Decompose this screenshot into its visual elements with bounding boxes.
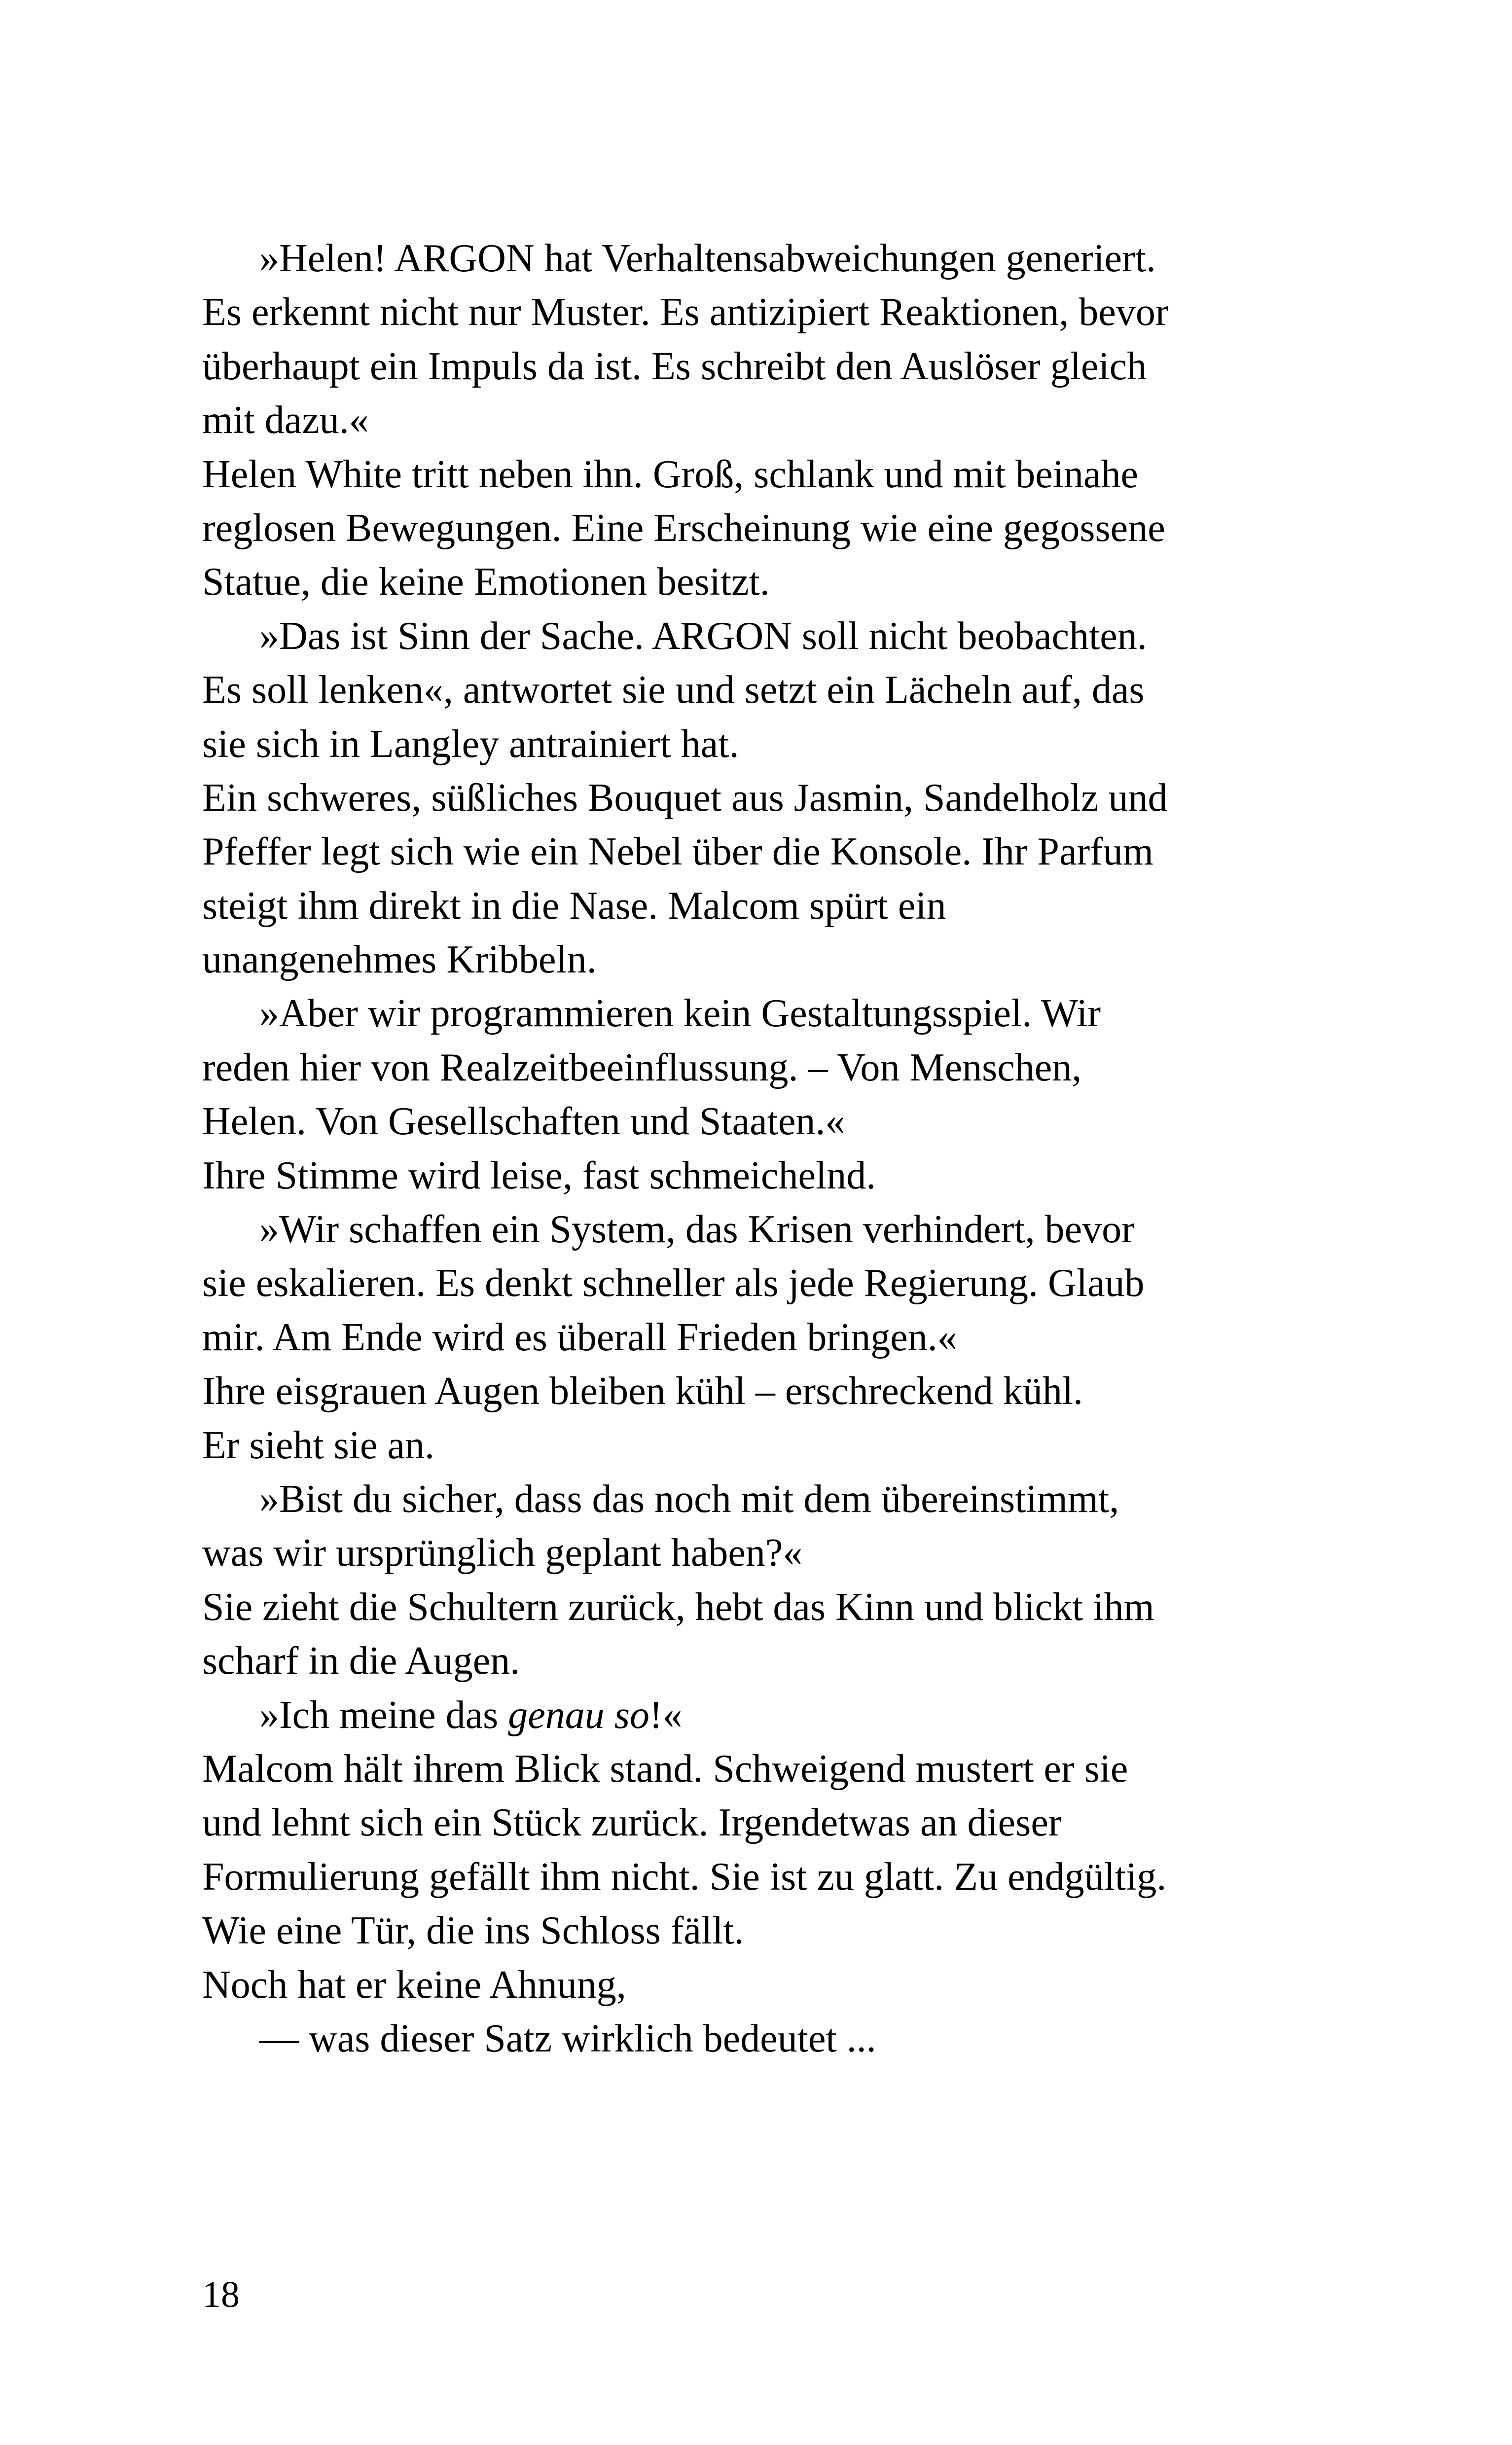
text-line	[202, 1689, 1267, 1742]
text-line: Ihre Stimme wird leise, fast schmeichelnd.	[202, 1153, 876, 1197]
text-line: — was dieser Satz wirklich bedeutet ...	[259, 2016, 876, 2060]
text-line: Malcom hält ihrem Blick stand. Schweigend mustert er sie	[202, 1747, 1128, 1791]
text-line: Helen. Von Gesellschaften und Staaten.«	[202, 1100, 845, 1144]
text-line: »Wir schaffen ein System, das Krisen verhindert, bevor	[259, 1208, 1135, 1252]
text-line: Sie zieht die Schultern zurück, hebt das Kinn und blickt ihm	[202, 1585, 1154, 1629]
text-line: Helen White tritt neben ihn. Groß, schlank und mit beinahe	[202, 452, 1139, 496]
page-number: 18	[202, 2274, 240, 2315]
emphasis-text: genau so	[508, 1693, 649, 1737]
text-segment: !«	[649, 1693, 683, 1737]
text-line: und lehnt sich ein Stück zurück. Irgendetwas an dieser	[202, 1801, 1062, 1845]
text-line: Statue, die keine Emotionen besitzt.	[202, 560, 770, 604]
text-line: Ein schweres, süßliches Bouquet aus Jasmin, Sandelholz und	[202, 776, 1168, 820]
text-line: überhaupt ein Impuls da ist. Es schreibt den Auslöser gleich	[202, 344, 1147, 388]
text-line: »Helen! ARGON hat Verhaltensabweichungen generiert.	[259, 237, 1156, 280]
text-line: steigt ihm direkt in die Nase. Malcom spürt ein	[202, 884, 946, 928]
text-line: »Bist du sicher, dass das noch mit dem übereinstimmt,	[259, 1477, 1119, 1521]
text-line: Ihre eisgrauen Augen bleiben kühl – erschreckend kühl.	[202, 1369, 1083, 1413]
text-line: mit dazu.«	[202, 398, 369, 442]
text-line: was wir ursprünglich geplant haben?«	[202, 1531, 803, 1575]
text-line: Formulierung gefällt ihm nicht. Sie ist zu glatt. Zu endgültig.	[202, 1855, 1167, 1899]
text-line: »Das ist Sinn der Sache. ARGON soll nicht beobachten.	[259, 614, 1147, 658]
text-line: Es soll lenken«, antwortet sie und setzt ein Lächeln auf, das	[202, 668, 1145, 712]
text-line: sie eskalieren. Es denkt schneller als jede Regierung. Glaub	[202, 1261, 1145, 1305]
text-line: Wie eine Tür, die ins Schloss fällt.	[202, 1909, 744, 1953]
text-line: scharf in die Augen.	[202, 1639, 520, 1683]
text-line: mir. Am Ende wird es überall Frieden bringen.«	[202, 1315, 957, 1359]
text-line: sie sich in Langley antrainiert hat.	[202, 722, 739, 766]
text-line: Es erkennt nicht nur Muster. Es antizipiert Reaktionen, bevor	[202, 290, 1169, 334]
text-segment: »Ich meine das	[259, 1693, 508, 1737]
text-line: Noch hat er keine Ahnung,	[202, 1963, 626, 2007]
text-line: reden hier von Realzeitbeeinflussung. – Von Menschen,	[202, 1045, 1082, 1089]
text-line: unangenehmes Kribbeln.	[202, 938, 597, 982]
text-line: »Aber wir programmieren kein Gestaltungsspiel. Wir	[259, 992, 1101, 1036]
body-text	[202, 232, 1267, 2066]
text-line: Er sieht sie an.	[202, 1423, 434, 1467]
text-line: Pfeffer legt sich wie ein Nebel über die Konsole. Ihr Parfum	[202, 830, 1154, 874]
text-line: reglosen Bewegungen. Eine Erscheinung wie eine gegossene	[202, 506, 1165, 550]
